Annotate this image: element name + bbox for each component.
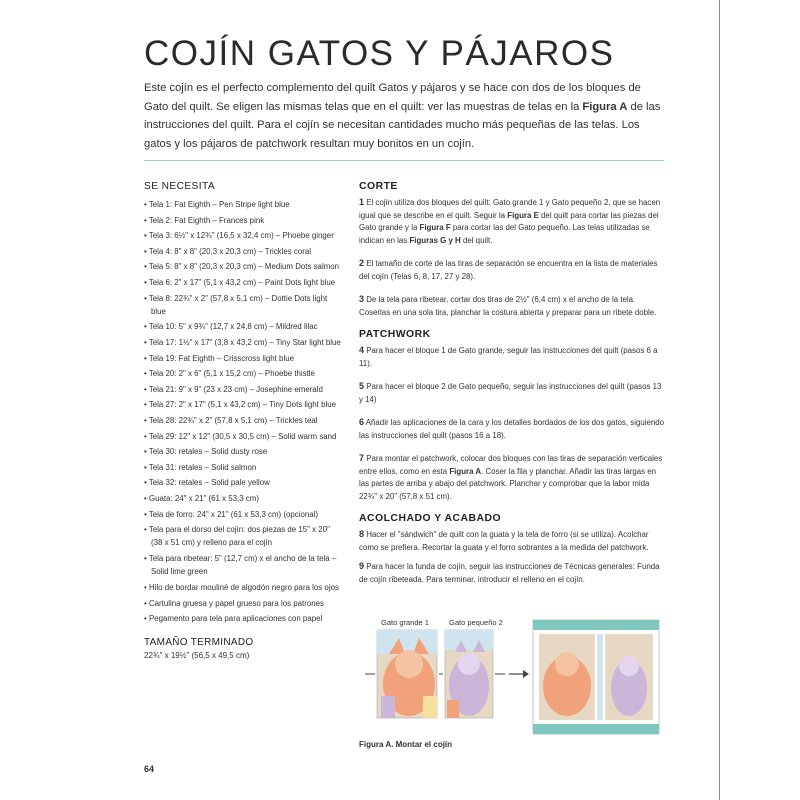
section-divider [144, 160, 664, 161]
material-item: • Tela 20: 2" x 6" (5,1 x 15,2 cm) – Phoebe thistle [144, 367, 342, 380]
step-7: 7 Para montar el patchwork, colocar dos bloques con las tiras de separación verticales entre ellos, como en esta Figura A. Coser la fila y planchar. Añadir las tiras largas en las partes de arriba y abajo del patchwork. Planchar y comprobar que la labor mida 22¾" x 20" (57,8 x 51 cm). [359, 453, 663, 501]
material-item: • Tela 6: 2" x 17" (5,1 x 43,2 cm) – Paint Dots light blue [144, 276, 342, 289]
material-item: • Tela 31: retales – Solid salmon [144, 461, 342, 474]
step-4: 4 Para hacer el bloque 1 de Gato grande, seguir las instrucciones del quilt (pasos 6 a 11). [359, 345, 658, 368]
finished-size-value: 22¾" x 19½" (56,5 x 49,5 cm) [144, 651, 250, 661]
step-8: 8 Hacer el "sándwich" de quilt con la guata y la tela de forro (si se utiliza). Acolchar como se prefiera. Recortar la guata y el forro sobrantes a la medida del patchwork. [359, 529, 649, 552]
intro-text-2: de las instrucciones del quilt. Para el cojín se necesitan cantidades mucho más pequeñas de las telas. Los gatos y los pájaros de patchwork resultan muy bonitos en un cojín. [144, 100, 661, 150]
figure-caption: Figura A. Montar el cojín [359, 740, 453, 749]
page-number: 64 [144, 764, 155, 774]
material-item: • Tela 2: Fat Eighth – Frances pink [144, 214, 342, 227]
material-item: • Pegamento para tela para aplicaciones con papel [144, 612, 342, 625]
material-item: • Tela 28: 22¾" x 2" (57,8 x 5,1 cm) – Trickles teal [144, 414, 342, 427]
material-item: • Tela 32: retales – Solid pale yellow [144, 476, 342, 489]
material-item: • Tela 8: 22¾" x 2" (57,8 x 5,1 cm) – Dottie Dots light blue [144, 292, 342, 319]
intro-paragraph [144, 79, 664, 153]
material-item: • Tela 10: 5" x 9¾" (12,7 x 24,8 cm) – Mildred lilac [144, 320, 342, 333]
finished-size-heading: TAMAÑO TERMINADO [144, 637, 254, 649]
material-item: • Tela 27: 2" x 17" (5,1 x 43,2 cm) – Tiny Dots light blue [144, 398, 342, 411]
materials-column [144, 181, 342, 660]
figure-a [359, 614, 665, 754]
step-3: 3 De la tela para ribetear, cortar dos tiras de 2½" (6,4 cm) x el ancho de la tela. Coserlas en una sola tira, planchar la costura abierta y preparar para un ribete doble. [359, 294, 657, 317]
material-item: • Tela 21: 9" x 9" (23 x 23 cm) – Josephine emerald [144, 383, 342, 396]
material-item: • Hilo de bordar mouliné de algodón negro para los ojos [144, 581, 342, 594]
material-item: • Tela para ribetear: 5" (12,7 cm) x el ancho de la tela – Solid lime green [144, 552, 342, 579]
materials-heading: SE NECESITA [144, 181, 216, 192]
small-cat-block [445, 630, 493, 718]
material-item: • Guata: 24" x 21" (61 x 53,3 cm) [144, 492, 342, 505]
figure-label-gato-grande: Gato grande 1 [381, 618, 429, 627]
step-1: 1 El cojín utiliza dos bloques del quilt: Gato grande 1 y Gato pequeño 2, que se hacen igual que se describe en el quilt. Seguir la Figura E del quilt para cortar las piezas del Gato grande y la Figura F para cortar las del Gato pequeño. Las telas utilizadas se indican en las Figuras G y H del quilt. [359, 197, 661, 245]
material-item: • Tela 1: Fat Eighth – Pen Stripe light blue [144, 198, 342, 211]
instructions-column [359, 181, 665, 596]
material-item: • Tela para el dorso del cojín: dos piezas de 15" x 20" (38 x 51 cm) y relleno para el cojín [144, 523, 342, 550]
material-item: • Tela 3: 6½" x 12¾" (16,5 x 32,4 cm) – Phoebe ginger [144, 229, 342, 242]
material-item: • Tela 29: 12" x 12" (30,5 x 30,5 cm) – Solid warm sand [144, 430, 342, 443]
material-item: • Tela 30: retales – Solid dusty rose [144, 445, 342, 458]
patchwork-heading: PATCHWORK [359, 329, 431, 340]
figure-label-gato-pequeno: Gato pequeño 2 [449, 618, 503, 627]
step-9: 9 Para hacer la funda de cojín, seguir las instrucciones de Técnicas generales: Funda de cojín ribeteada. Para terminar, introducir el relleno en el cojín. [359, 561, 660, 584]
assembled-cushion [533, 620, 659, 734]
step-2: 2 El tamaño de corte de las tiras de separación se encuentra en la lista de materiales del cojín (Telas 6, 8, 17, 27 y 28). [359, 258, 658, 281]
page [88, 0, 720, 800]
material-item: • Tela 19: Fat Eighth – Crisscross light blue [144, 352, 342, 365]
page-title: COJÍN GATOS Y PÁJAROS [144, 34, 615, 73]
materials-list [144, 198, 342, 625]
material-item: • Tela de forro: 24" x 21" (61 x 53,3 cm) (opcional) [144, 508, 342, 521]
material-item: • Tela 17: 1½" x 17" (3,8 x 43,2 cm) – Tiny Star light blue [144, 336, 342, 349]
step-5: 5 Para hacer el bloque 2 de Gato pequeño, seguir las instrucciones del quilt (pasos 13 y 14) [359, 381, 662, 404]
intro-text-1: Este cojín es el perfecto complemento del quilt Gatos y pájaros y se hace con dos de los bloques de Gato del quilt. Se eligen las mismas telas que en el quilt: ver las muestras de telas en la [144, 82, 641, 113]
intro-bold-ref: Figura A [582, 100, 628, 113]
corte-heading: CORTE [359, 181, 398, 192]
material-item: • Tela 5: 8" x 8" (20,3 x 20,3 cm) – Medium Dots salmon [144, 260, 342, 273]
big-cat-block [377, 630, 437, 718]
figure-illustration [359, 614, 665, 738]
material-item: • Tela 4: 8" x 8" (20,3 x 20,3 cm) – Trickles coral [144, 245, 342, 258]
acolchado-heading: ACOLCHADO Y ACABADO [359, 513, 502, 524]
step-6: 6 Añadir las aplicaciones de la cara y los detalles bordados de los dos gatos, siguiendo las instrucciones del quilt (pasos 16 a 18). [359, 417, 665, 440]
material-item: • Cartulina gruesa y papel grueso para los patrones [144, 597, 342, 610]
